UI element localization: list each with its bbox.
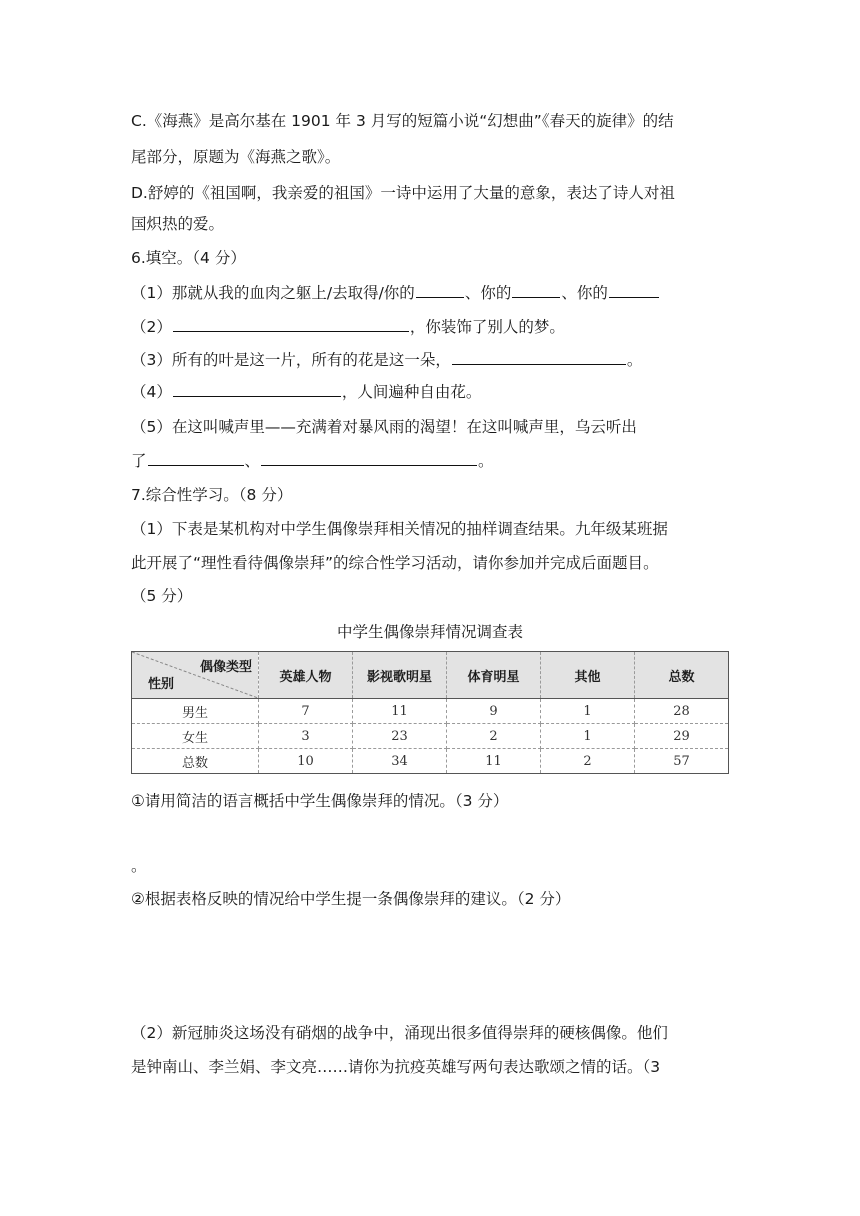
- diagonal-bottom-label: 性别: [148, 677, 175, 692]
- table-cell: 1: [541, 699, 635, 724]
- option-c-line-1: C.《海燕》是高尔基在 1901 年 3 月写的短篇小说“幻想曲”《春天的旋律》的结: [131, 112, 674, 130]
- answer-blank[interactable]: [173, 382, 341, 397]
- row-label: 女生: [132, 724, 259, 749]
- table-cell: 7: [259, 699, 353, 724]
- answer-blank[interactable]: [609, 283, 659, 298]
- table-caption: 中学生偶像崇拜情况调查表: [336, 623, 523, 641]
- table-cell: 9: [447, 699, 541, 724]
- fill-item-1-text-b: 、你的: [464, 284, 512, 302]
- fill-item-2: [131, 317, 565, 337]
- fill-item-4-text-b: ，人间遍种自由花。: [341, 383, 482, 401]
- answer-blank[interactable]: [416, 283, 464, 298]
- fill-item-5-text-c: 。: [478, 452, 494, 470]
- table-cell: 23: [353, 724, 447, 749]
- row-label: 总数: [132, 749, 259, 774]
- fill-item-1: [131, 283, 660, 303]
- answer-blank[interactable]: [148, 451, 244, 466]
- column-header: 其他: [541, 652, 635, 699]
- fill-item-4: [131, 382, 481, 402]
- table-cell: 11: [353, 699, 447, 724]
- q7-part2-line-1: （2）新冠肺炎这场没有硝烟的战争中，涌现出很多值得崇拜的硬核偶像。他们: [131, 1024, 668, 1042]
- question-7-title: 7.综合性学习。（8 分）: [131, 486, 293, 504]
- table-cell: 29: [635, 724, 729, 749]
- fill-item-3: [131, 350, 642, 370]
- table-cell: 2: [447, 724, 541, 749]
- fill-item-2-text-b: ，你装饰了别人的梦。: [409, 318, 565, 336]
- diagonal-top-label: 偶像类型: [199, 660, 252, 675]
- table-cell: 57: [635, 749, 729, 774]
- table-cell: 28: [635, 699, 729, 724]
- option-c-line-2: 尾部分，原题为《海燕之歌》。: [131, 148, 341, 166]
- q7-sub1-answer-end: 。: [131, 857, 147, 875]
- question-6-title: 6.填空。（4 分）: [131, 249, 246, 267]
- table-cell: 2: [541, 749, 635, 774]
- fill-item-5-line-2: [131, 451, 494, 471]
- table-row: [132, 724, 729, 749]
- column-header: 英雄人物: [259, 652, 353, 699]
- column-header: 体育明星: [447, 652, 541, 699]
- table-row: [132, 749, 729, 774]
- q7-part1-line-3: （5 分）: [131, 587, 193, 605]
- table-cell: 10: [259, 749, 353, 774]
- q7-part1-line-1: （1）下表是某机构对中学生偶像崇拜相关情况的抽样调查结果。九年级某班据: [131, 520, 668, 538]
- table-cell: 3: [259, 724, 353, 749]
- q7-sub2-prompt: ②根据表格反映的情况给中学生提一条偶像崇拜的建议。（2 分）: [131, 890, 571, 908]
- fill-item-4-text-a: （4）: [131, 383, 172, 401]
- fill-item-5-text-a: 了: [131, 452, 147, 470]
- table-cell: 11: [447, 749, 541, 774]
- answer-blank[interactable]: [173, 317, 409, 332]
- table-row: [132, 699, 729, 724]
- option-d-line-2: 国炽热的爱。: [131, 215, 225, 233]
- fill-item-2-text-a: （2）: [131, 318, 172, 336]
- table-cell: 34: [353, 749, 447, 774]
- answer-blank[interactable]: [261, 451, 477, 466]
- fill-item-5-text-b: 、: [244, 452, 261, 470]
- diagonal-header-cell: [132, 652, 259, 699]
- table-header-row: [132, 652, 729, 699]
- fill-item-3-text-a: （3）所有的叶是这一片，所有的花是这一朵，: [131, 351, 451, 369]
- fill-item-1-text-a: （1）那就从我的血肉之躯上/去取得/你的: [131, 284, 415, 302]
- q7-part2-line-2: 是钟南山、李兰娟、李文亮……请你为抗疫英雄写两句表达歌颂之情的话。（3: [131, 1058, 661, 1076]
- q7-sub1-prompt: ①请用简洁的语言概括中学生偶像崇拜的情况。（3 分）: [131, 792, 509, 810]
- q7-part1-line-2: 此开展了“理性看待偶像崇拜”的综合性学习活动，请你参加并完成后面题目。: [131, 554, 659, 572]
- column-header: 影视歌明星: [353, 652, 447, 699]
- survey-table: [131, 651, 729, 774]
- fill-item-1-text-c: 、你的: [561, 284, 608, 302]
- option-d-line-1: D.舒婷的《祖国啊，我亲爱的祖国》一诗中运用了大量的意象，表达了诗人对祖: [131, 184, 675, 202]
- column-header: 总数: [635, 652, 729, 699]
- fill-item-5-line-1: （5）在这叫喊声里——充满着对暴风雨的渴望！在这叫喊声里，乌云听出: [131, 418, 637, 436]
- answer-blank[interactable]: [452, 350, 626, 365]
- answer-blank[interactable]: [512, 283, 560, 298]
- row-label: 男生: [132, 699, 259, 724]
- table-cell: 1: [541, 724, 635, 749]
- fill-item-3-text-b: 。: [626, 351, 643, 369]
